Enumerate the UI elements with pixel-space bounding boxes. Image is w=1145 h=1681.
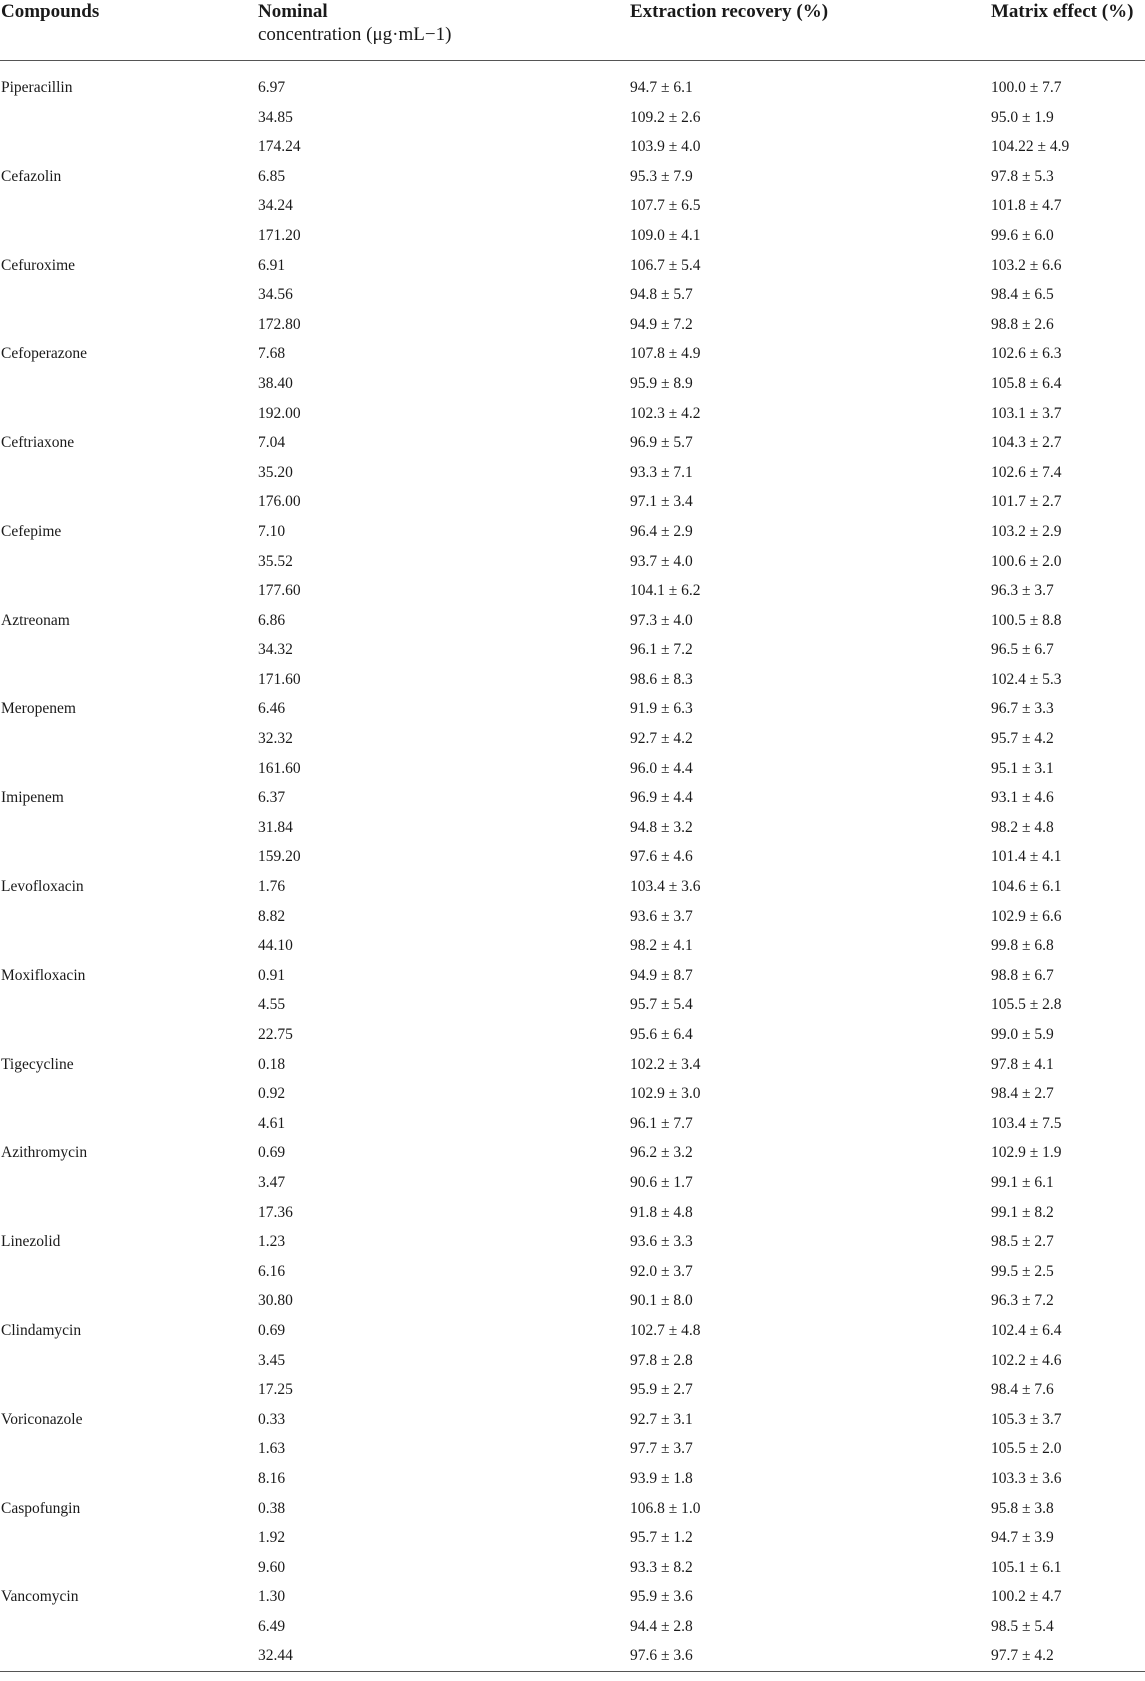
- cell-matrix-effect: 98.4 ± 6.5: [991, 286, 1054, 304]
- cell-compound: Aztreonam: [1, 611, 70, 629]
- cell-extraction-recovery: 93.7 ± 4.0: [630, 552, 693, 570]
- cell-nominal-concentration: 7.10: [258, 522, 286, 540]
- cell-nominal-concentration: 6.86: [258, 611, 286, 629]
- table-row: [0, 310, 1145, 340]
- cell-matrix-effect: 102.6 ± 7.4: [991, 463, 1062, 481]
- table-row: [0, 103, 1145, 133]
- table-row: [0, 1138, 1145, 1168]
- cell-nominal-concentration: 6.37: [258, 789, 286, 807]
- cell-matrix-effect: 100.0 ± 7.7: [991, 79, 1062, 96]
- spacer-cell: [258, 61, 630, 74]
- cell-compound: Cefazolin: [1, 167, 62, 185]
- table-row: [0, 162, 1145, 192]
- cell-compound: Caspofungin: [1, 1499, 81, 1517]
- cell-matrix-effect: 95.0 ± 1.9: [991, 108, 1054, 126]
- cell-nominal-concentration: 0.69: [258, 1144, 286, 1162]
- cell-matrix-effect: 98.8 ± 2.6: [991, 315, 1054, 333]
- cell-compound: [0, 842, 258, 872]
- cell-extraction-recovery: 95.9 ± 3.6: [630, 1588, 693, 1606]
- cell-matrix-effect: 103.2 ± 6.6: [991, 256, 1062, 274]
- cell-extraction-recovery: 106.8 ± 1.0: [630, 1499, 701, 1517]
- cell-compound: Ceftriaxone: [1, 434, 75, 452]
- table-row: [0, 517, 1145, 547]
- cell-matrix-effect: 100.6 ± 2.0: [991, 552, 1062, 570]
- table-row: [0, 428, 1145, 458]
- cell-nominal-concentration: 3.45: [258, 1351, 286, 1369]
- cell-compound: [0, 1641, 258, 1671]
- cell-matrix-effect: 96.5 ± 6.7: [991, 641, 1054, 659]
- cell-compound: [0, 813, 258, 843]
- table-row: [0, 1641, 1145, 1671]
- cell-compound: [0, 1434, 258, 1464]
- cell-compound: [0, 1553, 258, 1583]
- cell-extraction-recovery: 109.2 ± 2.6: [630, 108, 701, 126]
- cell-matrix-effect: 101.7 ± 2.7: [991, 493, 1062, 511]
- cell-nominal-concentration: 159.20: [258, 848, 301, 866]
- cell-matrix-effect: 102.9 ± 6.6: [991, 907, 1062, 925]
- table-row: [0, 1168, 1145, 1198]
- cell-compound: Voriconazole: [1, 1410, 83, 1428]
- cell-extraction-recovery: 92.0 ± 3.7: [630, 1262, 693, 1280]
- table-row: [0, 458, 1145, 488]
- cell-compound: [0, 1346, 258, 1376]
- table-row: [0, 221, 1145, 251]
- cell-extraction-recovery: 90.1 ± 8.0: [630, 1292, 693, 1310]
- cell-extraction-recovery: 94.9 ± 8.7: [630, 966, 693, 984]
- cell-nominal-concentration: 171.60: [258, 670, 301, 688]
- cell-compound: [0, 1020, 258, 1050]
- cell-nominal-concentration: 0.33: [258, 1410, 286, 1428]
- cell-extraction-recovery: 96.9 ± 4.4: [630, 789, 693, 807]
- header-matrix-label: Matrix effect (%): [991, 1, 1134, 22]
- cell-nominal-concentration: 176.00: [258, 493, 301, 511]
- cell-extraction-recovery: 95.3 ± 7.9: [630, 167, 693, 185]
- table-row: [0, 1375, 1145, 1405]
- cell-matrix-effect: 99.6 ± 6.0: [991, 226, 1054, 244]
- cell-extraction-recovery: 102.3 ± 4.2: [630, 404, 701, 422]
- cell-extraction-recovery: 97.3 ± 4.0: [630, 611, 693, 629]
- cell-compound: [0, 576, 258, 606]
- cell-matrix-effect: 102.4 ± 5.3: [991, 670, 1062, 688]
- cell-compound: [0, 1109, 258, 1139]
- cell-compound: [0, 1612, 258, 1642]
- cell-compound: [0, 1168, 258, 1198]
- cell-extraction-recovery: 104.1 ± 6.2: [630, 582, 701, 600]
- cell-compound: [0, 665, 258, 695]
- cell-extraction-recovery: 93.9 ± 1.8: [630, 1469, 693, 1487]
- cell-nominal-concentration: 6.97: [258, 79, 286, 96]
- cell-nominal-concentration: 4.61: [258, 1114, 286, 1132]
- cell-extraction-recovery: 98.6 ± 8.3: [630, 670, 693, 688]
- cell-nominal-concentration: 192.00: [258, 404, 301, 422]
- cell-extraction-recovery: 102.7 ± 4.8: [630, 1321, 701, 1339]
- cell-compound: [0, 1079, 258, 1109]
- header-row: [0, 0, 1145, 61]
- table-row: [0, 1553, 1145, 1583]
- table-row: [0, 369, 1145, 399]
- cell-matrix-effect: 103.4 ± 7.5: [991, 1114, 1062, 1132]
- cell-extraction-recovery: 95.7 ± 5.4: [630, 996, 693, 1014]
- cell-nominal-concentration: 34.32: [258, 641, 293, 659]
- cell-matrix-effect: 99.1 ± 8.2: [991, 1203, 1054, 1221]
- cell-nominal-concentration: 35.20: [258, 463, 293, 481]
- cell-matrix-effect: 97.7 ± 4.2: [991, 1647, 1054, 1665]
- cell-nominal-concentration: 4.55: [258, 996, 286, 1014]
- table-row: [0, 1020, 1145, 1050]
- table-row: [0, 931, 1145, 961]
- cell-extraction-recovery: 97.8 ± 2.8: [630, 1351, 693, 1369]
- cell-nominal-concentration: 31.84: [258, 818, 293, 836]
- cell-nominal-concentration: 9.60: [258, 1558, 286, 1576]
- cell-nominal-concentration: 34.85: [258, 108, 293, 126]
- table-row: [0, 1198, 1145, 1228]
- header-recovery-label: Extraction recovery (%): [630, 1, 829, 22]
- cell-matrix-effect: 95.7 ± 4.2: [991, 730, 1054, 748]
- cell-compound: [0, 1523, 258, 1553]
- cell-matrix-effect: 99.5 ± 2.5: [991, 1262, 1054, 1280]
- cell-extraction-recovery: 94.7 ± 6.1: [630, 79, 693, 96]
- cell-matrix-effect: 98.5 ± 2.7: [991, 1233, 1054, 1251]
- cell-compound: [0, 547, 258, 577]
- cell-matrix-effect: 98.4 ± 2.7: [991, 1085, 1054, 1103]
- cell-nominal-concentration: 1.30: [258, 1588, 286, 1606]
- table-row: [0, 1464, 1145, 1494]
- cell-nominal-concentration: 7.04: [258, 434, 286, 452]
- cell-compound: Levofloxacin: [1, 878, 84, 896]
- cell-nominal-concentration: 171.20: [258, 226, 301, 244]
- cell-compound: [0, 458, 258, 488]
- table-row: [0, 73, 1145, 103]
- cell-nominal-concentration: 34.24: [258, 197, 293, 215]
- table-row: [0, 694, 1145, 724]
- table-row: [0, 872, 1145, 902]
- table-row: [0, 990, 1145, 1020]
- table-row: [0, 576, 1145, 606]
- cell-compound: [0, 902, 258, 932]
- cell-matrix-effect: 105.8 ± 6.4: [991, 374, 1062, 392]
- cell-nominal-concentration: 177.60: [258, 582, 301, 600]
- cell-compound: Meropenem: [1, 700, 76, 718]
- cell-extraction-recovery: 93.3 ± 7.1: [630, 463, 693, 481]
- cell-nominal-concentration: 0.69: [258, 1321, 286, 1339]
- cell-matrix-effect: 105.5 ± 2.0: [991, 1440, 1062, 1458]
- cell-matrix-effect: 102.6 ± 6.3: [991, 345, 1062, 363]
- table-row: [0, 132, 1145, 162]
- cell-extraction-recovery: 90.6 ± 1.7: [630, 1173, 693, 1191]
- cell-nominal-concentration: 8.82: [258, 907, 286, 925]
- table-row: [0, 606, 1145, 636]
- table-row: [0, 487, 1145, 517]
- cell-compound: [0, 1375, 258, 1405]
- cell-nominal-concentration: 6.91: [258, 256, 286, 274]
- cell-matrix-effect: 105.5 ± 2.8: [991, 996, 1062, 1014]
- cell-nominal-concentration: 1.92: [258, 1529, 286, 1547]
- cell-matrix-effect: 101.8 ± 4.7: [991, 197, 1062, 215]
- spacer-cell: [991, 61, 1145, 74]
- cell-compound: Linezolid: [1, 1233, 61, 1251]
- cell-extraction-recovery: 95.9 ± 2.7: [630, 1381, 693, 1399]
- cell-compound: Vancomycin: [1, 1588, 79, 1606]
- cell-nominal-concentration: 6.49: [258, 1617, 286, 1635]
- cell-compound: [0, 280, 258, 310]
- header-compounds-label: Compounds: [1, 1, 100, 22]
- cell-matrix-effect: 96.7 ± 3.3: [991, 700, 1054, 718]
- cell-nominal-concentration: 35.52: [258, 552, 293, 570]
- table-row: [0, 547, 1145, 577]
- cell-extraction-recovery: 92.7 ± 3.1: [630, 1410, 693, 1428]
- cell-matrix-effect: 98.8 ± 6.7: [991, 966, 1054, 984]
- cell-matrix-effect: 103.2 ± 2.9: [991, 522, 1062, 540]
- table-row: [0, 724, 1145, 754]
- cell-extraction-recovery: 96.1 ± 7.7: [630, 1114, 693, 1132]
- cell-nominal-concentration: 32.32: [258, 730, 293, 748]
- cell-nominal-concentration: 3.47: [258, 1173, 286, 1191]
- table-row: [0, 1316, 1145, 1346]
- cell-matrix-effect: 100.5 ± 8.8: [991, 611, 1062, 629]
- table-row: [0, 783, 1145, 813]
- cell-nominal-concentration: 30.80: [258, 1292, 293, 1310]
- cell-nominal-concentration: 32.44: [258, 1647, 293, 1665]
- cell-compound: Cefuroxime: [1, 256, 76, 274]
- cell-extraction-recovery: 102.9 ± 3.0: [630, 1085, 701, 1103]
- cell-compound: Cefepime: [1, 522, 62, 540]
- cell-nominal-concentration: 44.10: [258, 937, 293, 955]
- table-row: [0, 813, 1145, 843]
- cell-extraction-recovery: 109.0 ± 4.1: [630, 226, 701, 244]
- table-row: [0, 1494, 1145, 1524]
- cell-extraction-recovery: 93.6 ± 3.3: [630, 1233, 693, 1251]
- cell-extraction-recovery: 96.9 ± 5.7: [630, 434, 693, 452]
- cell-nominal-concentration: 17.25: [258, 1381, 293, 1399]
- cell-matrix-effect: 93.1 ± 4.6: [991, 789, 1054, 807]
- cell-matrix-effect: 99.1 ± 6.1: [991, 1173, 1054, 1191]
- cell-nominal-concentration: 22.75: [258, 1026, 293, 1043]
- cell-nominal-concentration: 1.63: [258, 1440, 286, 1458]
- cell-extraction-recovery: 97.7 ± 3.7: [630, 1440, 693, 1458]
- cell-extraction-recovery: 91.8 ± 4.8: [630, 1203, 693, 1221]
- table-row: [0, 1346, 1145, 1376]
- spacer-cell: [0, 61, 258, 74]
- cell-extraction-recovery: 97.6 ± 3.6: [630, 1647, 693, 1665]
- cell-compound: [0, 1257, 258, 1287]
- cell-extraction-recovery: 97.6 ± 4.6: [630, 848, 693, 866]
- cell-extraction-recovery: 107.8 ± 4.9: [630, 345, 701, 363]
- cell-extraction-recovery: 94.9 ± 7.2: [630, 315, 693, 333]
- header-nominal-line2: concentration (μg·mL−1): [258, 24, 452, 45]
- cell-compound: [0, 132, 258, 162]
- cell-nominal-concentration: 1.76: [258, 878, 286, 896]
- cell-nominal-concentration: 6.16: [258, 1262, 286, 1280]
- cell-extraction-recovery: 95.6 ± 6.4: [630, 1026, 693, 1043]
- cell-compound: [0, 369, 258, 399]
- cell-matrix-effect: 105.1 ± 6.1: [991, 1558, 1062, 1576]
- cell-nominal-concentration: 17.36: [258, 1203, 293, 1221]
- cell-matrix-effect: 103.3 ± 3.6: [991, 1469, 1062, 1487]
- table-row: [0, 191, 1145, 221]
- cell-nominal-concentration: 174.24: [258, 138, 301, 156]
- cell-extraction-recovery: 95.9 ± 8.9: [630, 374, 693, 392]
- cell-nominal-concentration: 0.38: [258, 1499, 286, 1517]
- cell-extraction-recovery: 106.7 ± 5.4: [630, 256, 701, 274]
- cell-extraction-recovery: 92.7 ± 4.2: [630, 730, 693, 748]
- cell-extraction-recovery: 103.9 ± 4.0: [630, 138, 701, 156]
- table-row: [0, 902, 1145, 932]
- cell-nominal-concentration: 38.40: [258, 374, 293, 392]
- cell-nominal-concentration: 172.80: [258, 315, 301, 333]
- cell-matrix-effect: 95.1 ± 3.1: [991, 759, 1054, 777]
- table-row: [0, 1257, 1145, 1287]
- cell-matrix-effect: 98.5 ± 5.4: [991, 1617, 1054, 1635]
- table-row: [0, 635, 1145, 665]
- table-row: [0, 665, 1145, 695]
- header-nominal-line1: Nominal: [258, 1, 328, 22]
- cell-matrix-effect: 104.22 ± 4.9: [991, 138, 1070, 156]
- table-header: [0, 0, 1145, 61]
- cell-nominal-concentration: 34.56: [258, 286, 293, 304]
- table-row: [0, 251, 1145, 281]
- header-nominal-concentration: [258, 0, 630, 61]
- table-row: [0, 1079, 1145, 1109]
- cell-nominal-concentration: 1.23: [258, 1233, 286, 1251]
- table-row: [0, 1405, 1145, 1435]
- cell-matrix-effect: 97.8 ± 5.3: [991, 167, 1054, 185]
- cell-matrix-effect: 99.0 ± 5.9: [991, 1026, 1054, 1043]
- cell-compound: [0, 221, 258, 251]
- table-row: [0, 1523, 1145, 1553]
- cell-extraction-recovery: 91.9 ± 6.3: [630, 700, 693, 718]
- cell-extraction-recovery: 94.8 ± 5.7: [630, 286, 693, 304]
- table-row: [0, 754, 1145, 784]
- cell-matrix-effect: 102.4 ± 6.4: [991, 1321, 1062, 1339]
- cell-compound: [0, 931, 258, 961]
- header-matrix-effect: [991, 0, 1145, 61]
- cell-compound: [0, 724, 258, 754]
- cell-compound: [0, 990, 258, 1020]
- cell-extraction-recovery: 97.1 ± 3.4: [630, 493, 693, 511]
- cell-extraction-recovery: 93.6 ± 3.7: [630, 907, 693, 925]
- cell-compound: [0, 399, 258, 429]
- cell-nominal-concentration: 8.16: [258, 1469, 286, 1487]
- cell-nominal-concentration: 0.91: [258, 966, 286, 984]
- cell-compound: [0, 1198, 258, 1228]
- cell-matrix-effect: 104.6 ± 6.1: [991, 878, 1062, 896]
- cell-compound: Imipenem: [1, 789, 64, 807]
- cell-compound: [0, 103, 258, 133]
- cell-matrix-effect: 102.2 ± 4.6: [991, 1351, 1062, 1369]
- cell-matrix-effect: 105.3 ± 3.7: [991, 1410, 1062, 1428]
- cell-compound: [0, 310, 258, 340]
- cell-compound: [0, 754, 258, 784]
- table-row: [0, 280, 1145, 310]
- table-row: [0, 1227, 1145, 1257]
- cell-matrix-effect: 103.1 ± 3.7: [991, 404, 1062, 422]
- cell-extraction-recovery: 96.4 ± 2.9: [630, 522, 693, 540]
- table-row: [0, 1582, 1145, 1612]
- cell-nominal-concentration: 161.60: [258, 759, 301, 777]
- cell-compound: Tigecycline: [1, 1055, 74, 1073]
- cell-matrix-effect: 101.4 ± 4.1: [991, 848, 1062, 866]
- cell-extraction-recovery: 96.0 ± 4.4: [630, 759, 693, 777]
- cell-matrix-effect: 96.3 ± 3.7: [991, 582, 1054, 600]
- table-spacer-row: [0, 61, 1145, 74]
- cell-matrix-effect: 98.4 ± 7.6: [991, 1381, 1054, 1399]
- cell-extraction-recovery: 94.8 ± 3.2: [630, 818, 693, 836]
- cell-extraction-recovery: 96.2 ± 3.2: [630, 1144, 693, 1162]
- cell-compound: [0, 1464, 258, 1494]
- cell-matrix-effect: 95.8 ± 3.8: [991, 1499, 1054, 1517]
- cell-compound: [0, 635, 258, 665]
- cell-nominal-concentration: 7.68: [258, 345, 286, 363]
- table-row: [0, 339, 1145, 369]
- cell-matrix-effect: 94.7 ± 3.9: [991, 1529, 1054, 1547]
- cell-extraction-recovery: 96.1 ± 7.2: [630, 641, 693, 659]
- cell-compound: [0, 1286, 258, 1316]
- cell-compound: Moxifloxacin: [1, 966, 86, 984]
- cell-compound: Clindamycin: [1, 1321, 82, 1339]
- cell-extraction-recovery: 98.2 ± 4.1: [630, 937, 693, 955]
- cell-nominal-concentration: 0.92: [258, 1085, 286, 1103]
- header-compounds: [0, 0, 258, 61]
- table-row: [0, 1050, 1145, 1080]
- table-row: [0, 1612, 1145, 1642]
- cell-matrix-effect: 96.3 ± 7.2: [991, 1292, 1054, 1310]
- cell-compound: Cefoperazone: [1, 345, 88, 363]
- table-body: [0, 61, 1145, 1672]
- spacer-cell: [630, 61, 991, 74]
- table-row: [0, 1286, 1145, 1316]
- cell-matrix-effect: 102.9 ± 1.9: [991, 1144, 1062, 1162]
- cell-extraction-recovery: 95.7 ± 1.2: [630, 1529, 693, 1547]
- cell-matrix-effect: 100.2 ± 4.7: [991, 1588, 1062, 1606]
- cell-extraction-recovery: 103.4 ± 3.6: [630, 878, 701, 896]
- cell-nominal-concentration: 6.46: [258, 700, 286, 718]
- cell-compound: [0, 487, 258, 517]
- table-row: [0, 961, 1145, 991]
- cell-matrix-effect: 99.8 ± 6.8: [991, 937, 1054, 955]
- table-row: [0, 399, 1145, 429]
- cell-extraction-recovery: 107.7 ± 6.5: [630, 197, 701, 215]
- table-row: [0, 842, 1145, 872]
- cell-matrix-effect: 98.2 ± 4.8: [991, 818, 1054, 836]
- table-row: [0, 1109, 1145, 1139]
- cell-matrix-effect: 97.8 ± 4.1: [991, 1055, 1054, 1073]
- cell-extraction-recovery: 102.2 ± 3.4: [630, 1055, 701, 1073]
- cell-compound: Piperacillin: [1, 79, 73, 96]
- cell-nominal-concentration: 0.18: [258, 1055, 286, 1073]
- cell-nominal-concentration: 6.85: [258, 167, 286, 185]
- header-extraction-recovery: [630, 0, 991, 61]
- cell-compound: [0, 191, 258, 221]
- cell-extraction-recovery: 94.4 ± 2.8: [630, 1617, 693, 1635]
- cell-matrix-effect: 104.3 ± 2.7: [991, 434, 1062, 452]
- cell-compound: Azithromycin: [1, 1144, 88, 1162]
- cell-extraction-recovery: 93.3 ± 8.2: [630, 1558, 693, 1576]
- table-row: [0, 1434, 1145, 1464]
